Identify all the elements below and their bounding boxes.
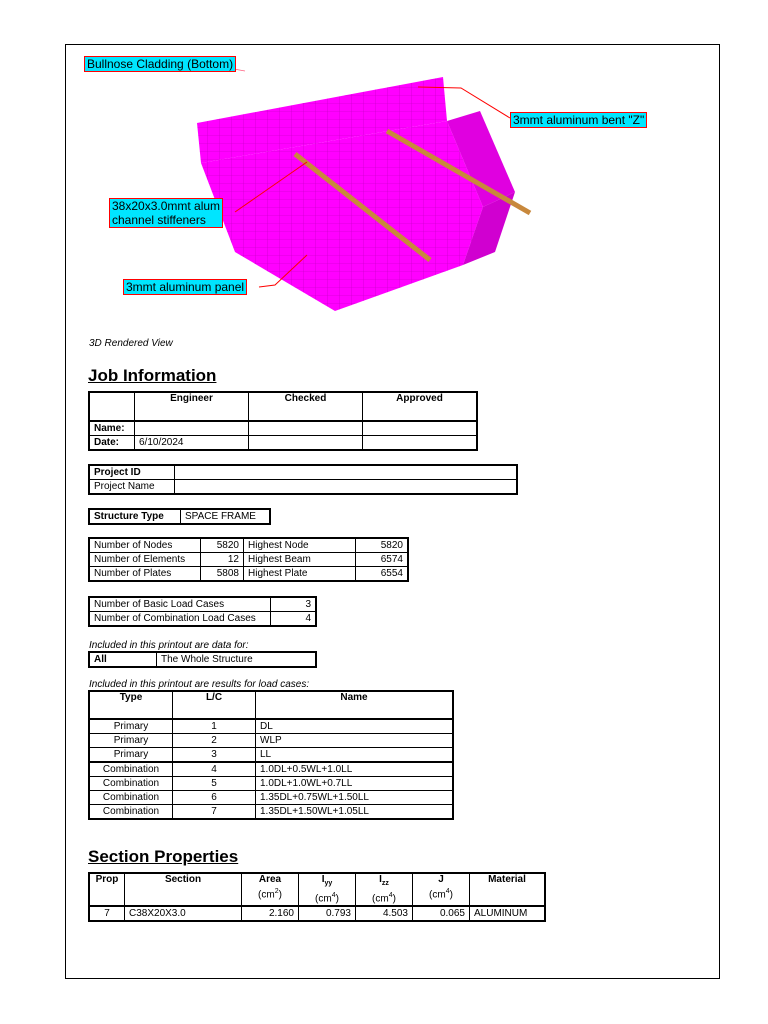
table-row xyxy=(89,734,453,748)
lc-type: Combination xyxy=(89,805,173,820)
load-cases-table xyxy=(88,690,454,820)
iyy-sub: yy xyxy=(324,880,333,887)
job-header-blank xyxy=(89,392,135,421)
sp-iyy: 0.793 xyxy=(299,906,356,921)
job-header-checked: Checked xyxy=(249,392,363,421)
lc-number: 2 xyxy=(173,734,256,748)
load-case-counts-table xyxy=(88,596,317,627)
section-properties-table xyxy=(88,872,546,922)
lc-name: 1.35DL+0.75WL+1.50LL xyxy=(256,791,454,805)
counts-value: 12 xyxy=(201,553,244,567)
lc-number: 1 xyxy=(173,719,256,734)
job-information-title: Job Information xyxy=(88,366,217,385)
sp-header-izz-label xyxy=(360,874,408,890)
render-caption: 3D Rendered View xyxy=(89,338,173,349)
project-id-value xyxy=(175,465,518,480)
counts-label: Highest Plate xyxy=(244,567,356,582)
lc-name: WLP xyxy=(256,734,454,748)
lc-name: 1.35DL+1.50WL+1.05LL xyxy=(256,805,454,820)
unit-sup: 4 xyxy=(331,892,336,899)
table-row xyxy=(89,748,453,763)
lc-type: Primary xyxy=(89,719,173,734)
3d-rendered-view xyxy=(75,47,713,333)
counts-label: Number of Nodes xyxy=(89,538,201,553)
label-channel-stiffeners xyxy=(109,198,223,228)
job-cell xyxy=(249,421,363,436)
lc-name: 1.0DL+1.0WL+0.7LL xyxy=(256,777,454,791)
table-row xyxy=(89,762,453,777)
job-header-engineer: Engineer xyxy=(135,392,249,421)
loadcount-value: 4 xyxy=(271,612,317,627)
loadcount-label: Number of Combination Load Cases xyxy=(89,612,271,627)
sp-material: ALUMINUM xyxy=(470,906,546,921)
table-row xyxy=(89,719,453,734)
project-table xyxy=(88,464,518,495)
included-data-whole: The Whole Structure xyxy=(157,652,317,667)
sp-header-section: Section xyxy=(125,873,242,906)
unit-text: cm xyxy=(261,889,275,901)
lc-name: LL xyxy=(256,748,454,763)
lc-type: Primary xyxy=(89,734,173,748)
counts-row xyxy=(89,553,408,567)
sp-header-area xyxy=(242,873,299,906)
izz-sub: zz xyxy=(381,880,389,887)
lc-header-type: Type xyxy=(89,691,173,719)
counts-row xyxy=(89,567,408,582)
loadcount-value: 3 xyxy=(271,597,317,612)
sp-header-material: Material xyxy=(470,873,546,906)
lc-number: 5 xyxy=(173,777,256,791)
project-id-label: Project ID xyxy=(89,465,175,480)
structure-type-value: SPACE FRAME xyxy=(181,509,271,524)
loadcount-label: Number of Basic Load Cases xyxy=(89,597,271,612)
lc-number: 3 xyxy=(173,748,256,763)
lc-header-lc: L/C xyxy=(173,691,256,719)
label-panel: 3mmt aluminum panel xyxy=(123,279,247,295)
job-row-name xyxy=(89,421,477,436)
unit-text: cm xyxy=(375,893,389,905)
label-channel-line2: channel stiffeners xyxy=(112,213,206,227)
lc-header-name: Name xyxy=(256,691,454,719)
job-label: Name: xyxy=(89,421,135,436)
table-row xyxy=(89,777,453,791)
unit-text: cm xyxy=(432,889,446,901)
job-cell: 6/10/2024 xyxy=(135,436,249,451)
label-bullnose: Bullnose Cladding (Bottom) xyxy=(84,56,236,72)
sp-header-j xyxy=(413,873,470,906)
table-row xyxy=(89,805,453,820)
sp-header-prop: Prop xyxy=(89,873,125,906)
section-properties-title: Section Properties xyxy=(88,847,239,866)
lc-name: DL xyxy=(256,719,454,734)
sp-j: 0.065 xyxy=(413,906,470,921)
sp-izz: 4.503 xyxy=(356,906,413,921)
sp-header-iyy xyxy=(299,873,356,906)
lc-type: Combination xyxy=(89,762,173,777)
unit-sup: 2 xyxy=(274,888,279,895)
job-label: Date: xyxy=(89,436,135,451)
counts-value: 6574 xyxy=(356,553,409,567)
job-cell xyxy=(249,436,363,451)
included-data-table xyxy=(88,651,317,668)
load-cases-note: Included in this printout are results for load cases: xyxy=(89,679,310,690)
counts-label: Highest Beam xyxy=(244,553,356,567)
job-cell xyxy=(363,436,478,451)
lc-number: 7 xyxy=(173,805,256,820)
counts-label: Number of Elements xyxy=(89,553,201,567)
counts-label: Number of Plates xyxy=(89,567,201,582)
counts-value: 6554 xyxy=(356,567,409,582)
sp-header-iyy-unit: $(cm^4)$ xyxy=(315,892,339,905)
lc-type: Primary xyxy=(89,748,173,763)
table-row xyxy=(89,791,453,805)
izz-symbol: I xyxy=(379,874,382,885)
sp-section: C38X20X3.0 xyxy=(125,906,242,921)
lc-number: 4 xyxy=(173,762,256,777)
sp-header-iyy-label xyxy=(303,874,351,890)
table-row xyxy=(89,906,545,921)
sp-prop: 7 xyxy=(89,906,125,921)
counts-value: 5808 xyxy=(201,567,244,582)
included-data-note: Included in this printout are data for: xyxy=(89,640,249,651)
counts-value: 5820 xyxy=(201,538,244,553)
label-z-bent: 3mmt aluminum bent "Z" xyxy=(510,112,647,128)
sp-header-izz xyxy=(356,873,413,906)
lc-number: 6 xyxy=(173,791,256,805)
lc-name: 1.0DL+0.5WL+1.0LL xyxy=(256,762,454,777)
job-header-approved: Approved xyxy=(363,392,478,421)
job-table xyxy=(88,391,478,451)
job-cell xyxy=(363,421,478,436)
lc-type: Combination xyxy=(89,791,173,805)
sp-header-j-label: J xyxy=(438,874,444,885)
sp-header-j-unit: $(cm^4)$ xyxy=(429,888,453,901)
unit-sup: 4 xyxy=(388,892,393,899)
included-data-all: All xyxy=(89,652,157,667)
job-row-date xyxy=(89,436,477,451)
counts-value: 5820 xyxy=(356,538,409,553)
sp-header-area-unit: $(cm^2)$ xyxy=(258,888,282,901)
model-counts-table xyxy=(88,537,409,582)
sp-header-area-label: Area xyxy=(258,874,282,885)
sp-header-izz-unit: $(cm^4)$ xyxy=(372,892,396,905)
iyy-symbol: I xyxy=(321,874,325,885)
project-name-label: Project Name xyxy=(89,480,175,495)
structure-type-label: Structure Type xyxy=(89,509,181,524)
project-name-value xyxy=(175,480,518,495)
sp-area: 2.160 xyxy=(242,906,299,921)
counts-label: Highest Node xyxy=(244,538,356,553)
unit-sup: 4 xyxy=(445,888,450,895)
unit-text: cm xyxy=(318,893,332,905)
label-channel-line1: 38x20x3.0mmt alum xyxy=(112,199,221,213)
lc-type: Combination xyxy=(89,777,173,791)
counts-row xyxy=(89,538,408,553)
structure-type-table xyxy=(88,508,271,525)
job-cell xyxy=(135,421,249,436)
